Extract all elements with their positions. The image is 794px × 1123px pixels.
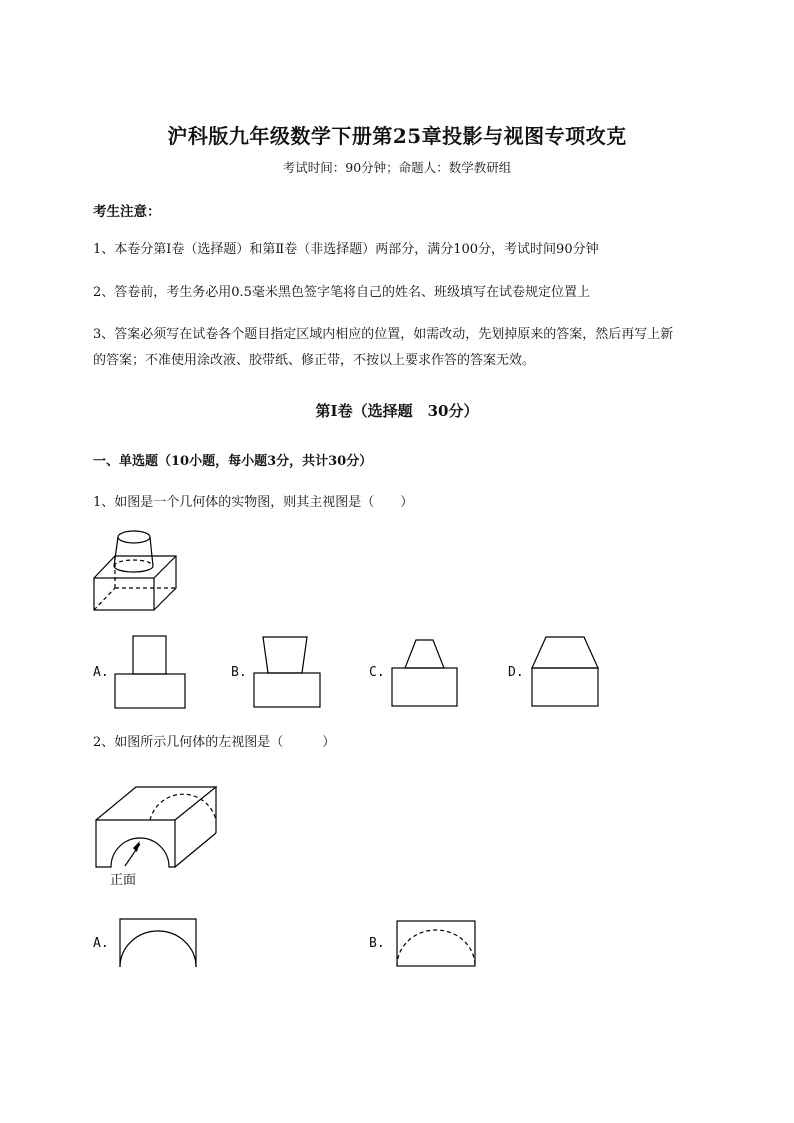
notice-item-2: 2、答卷前，考生务必用0.5毫米黑色签字笔将自己的姓名、班级填写在试卷规定位置上: [93, 285, 590, 300]
notice-item-3: 3、答案必须写在试卷各个题目指定区域内相应的位置，如需改动，先划掉原来的答案，然后再写上新: [93, 327, 674, 342]
notice-item-3-cont: 的答案；不准使用涂改液、胶带纸、修正带，不按以上要求作答的答案无效。: [93, 353, 536, 368]
page-title: 沪科版九年级数学下册第25章投影与视图专项攻克: [167, 124, 627, 148]
section-heading: 一、单选题（10小题，每小题3分，共计30分）: [93, 454, 373, 469]
q2-option-a-label[interactable]: A.: [93, 936, 109, 951]
q1-option-c-label[interactable]: C.: [369, 665, 385, 680]
q1-option-b-label[interactable]: B.: [231, 665, 247, 680]
q1-option-d-label[interactable]: D.: [508, 665, 524, 680]
q2-option-b-label[interactable]: B.: [369, 936, 385, 951]
exam-info: 考试时间：90分钟；命题人：数学教研组: [282, 160, 512, 175]
front-view-label: 正面: [110, 873, 137, 888]
notice-item-1: 1、本卷分第I卷（选择题）和第Ⅱ卷（非选择题）两部分，满分100分，考试时间90分钟: [93, 242, 599, 257]
question-1-text: 1、如图是一个几何体的实物图，则其主视图是（ ）: [93, 495, 414, 510]
notice-heading: 考生注意：: [93, 204, 161, 220]
part-title: 第I卷（选择题 30分）: [315, 402, 479, 420]
question-2-text: 2、如图所示几何体的左视图是（ ）: [93, 735, 336, 750]
q1-option-a-label[interactable]: A.: [93, 665, 109, 680]
